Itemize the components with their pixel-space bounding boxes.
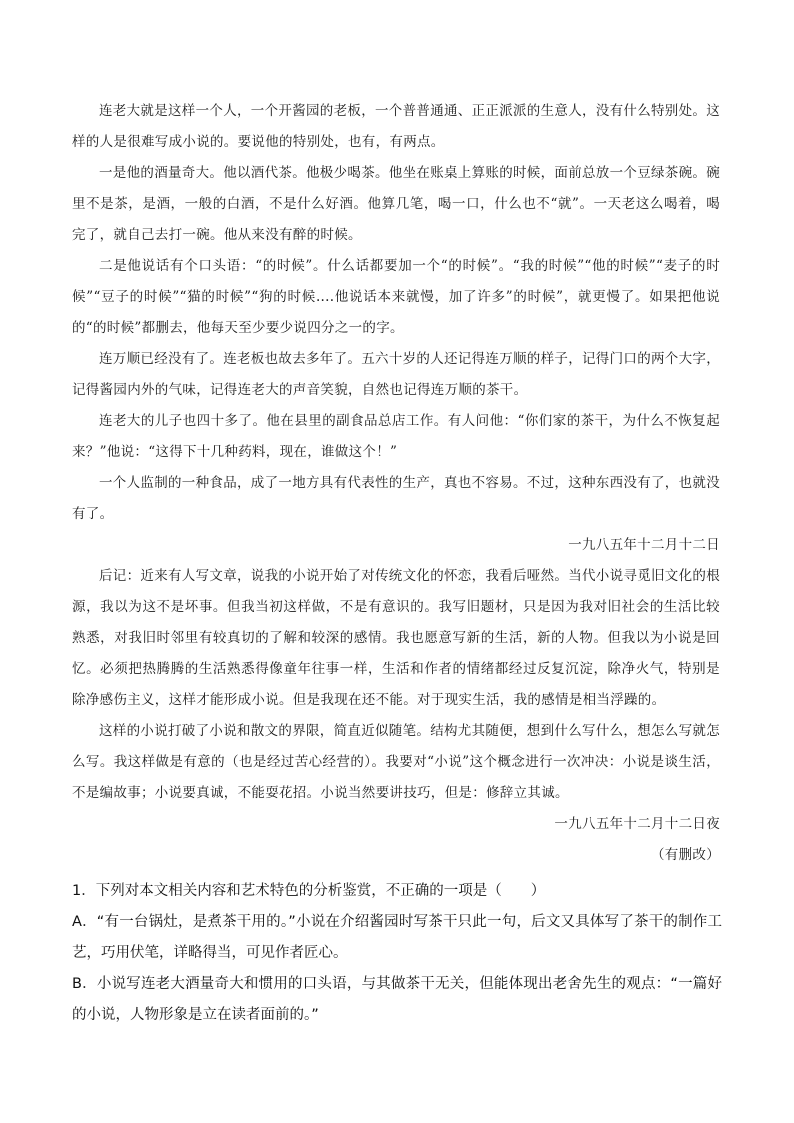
- question-block: [72, 876, 722, 1031]
- option-b: B．小说写连老大酒量奇大和惯用的口头语，与其做茶干无关，但能体现出老舍先生的观点：“一篇好的小说，人物形象是立在读者面前的。”: [72, 976, 722, 1023]
- option-a: A．“有一台锅灶，是煮茶干用的。”小说在介绍酱园时写茶干只此一句，后文又具体写了茶干的制作工艺，巧用伏笔，详略得当，可见作者匠心。: [72, 914, 722, 961]
- story-paragraph: 一是他的酒量奇大。他以酒代茶。他极少喝茶。他坐在账桌上算账的时候，面前总放一个豆绿茶碗。碗里不是茶，是酒，一般的白酒，不是什么好酒。他算几笔，喝一口，什么也不“就”。一天老这么喝着，喝完了，就自己去打一碗。他从来没有醉的时候。: [72, 165, 720, 243]
- story-paragraph: 一个人监制的一种食品，成了一地方具有代表性的生产，真也不容易。不过，这种东西没有了，也就没有了。: [72, 475, 720, 522]
- source-note: （有删改）: [651, 847, 720, 863]
- story-paragraph: 二是他说话有个口头语：“的时候”。什么话都要加一个“的时候”。“我的时候”“他的时候”“麦子的时候”“豆子的时候”“猫的时候”“狗的时候....他说话本来就慢，加了许多”的时候”，就更慢了。如果把他说的“的时候”都删去，他每天至少要少说四分之一的字。: [72, 258, 720, 336]
- story-text: [72, 96, 720, 871]
- postscript-paragraph: 这样的小说打破了小说和散文的界限，简直近似随笔。结构尤其随便，想到什么写什么，想怎么写就怎么写。我这样做是有意的（也是经过苦心经营的）。我要对“小说”这个概念进行一次冲决：小说是谈生活，不是编故事；小说要真诚，不能耍花招。小说当然要讲技巧，但是：修辞立其诚。: [72, 723, 720, 801]
- story-paragraph: 连老大的儿子也四十多了。他在县里的副食品总店工作。有人问他：“你们家的茶干，为什么不恢复起来？”他说：“这得下十几种药料，现在，谁做这个！”: [72, 413, 720, 460]
- story-paragraph: 连万顺已经没有了。连老板也故去多年了。五六十岁的人还记得连万顺的样子，记得门口的两个大字，记得酱园内外的气味，记得连老大的声音笑貌，自然也记得连万顺的茶干。: [72, 351, 720, 398]
- story-paragraph: 连老大就是这样一个人，一个开酱园的老板，一个普普通通、正正派派的生意人，没有什么特别处。这样的人是很难写成小说的。要说他的特别处，也有，有两点。: [72, 103, 720, 150]
- story-date: 一九八五年十二月十二日: [568, 537, 720, 553]
- postscript-date: 一九八五年十二月十二日夜: [554, 816, 720, 832]
- question-stem: 1．下列对本文相关内容和艺术特色的分析鉴赏，不正确的一项是（ ）: [72, 883, 546, 899]
- postscript-paragraph: 后记：近来有人写文章，说我的小说开始了对传统文化的怀恋，我看后哑然。当代小说寻觅旧文化的根源，我以为这不是坏事。但我当初这样做，不是有意识的。我写旧题材，只是因为我对旧社会的生活比较熟悉，对我旧时邻里有较真切的了解和较深的感情。我也愿意写新的生活，新的人物。但我以为小说是回忆。必须把热腾腾的生活熟悉得像童年往事一样，生活和作者的情绪都经过反复沉淀，除净火气，特别是除净感伤主义，这样才能形成小说。但是我现在还不能。对于现实生活，我的感情是相当浮躁的。: [72, 568, 720, 708]
